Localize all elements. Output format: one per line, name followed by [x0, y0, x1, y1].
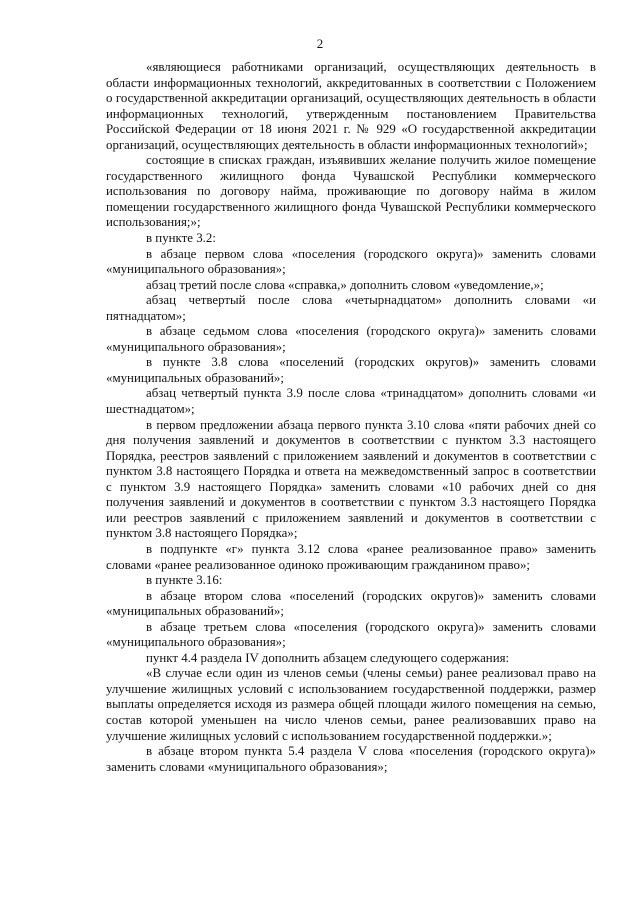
- paragraph-14: в абзаце третьем слова «поселения (городского округа)» заменить словами «муниципального образования»;: [106, 619, 596, 650]
- paragraph-2: состоящие в списках граждан, изъявивших желание получить жилое помещение государственного жилищного фонда Чувашской Республики коммерческого использования по договору найма, проживающие по договору найма в жилом помещении государственного жилищного фонда Чувашской Республики коммерческого использования;»;: [106, 153, 596, 230]
- paragraph-4: в абзаце первом слова «поселения (городского округа)» заменить словами «муниципального образования»;: [106, 246, 596, 277]
- paragraph-8: в пункте 3.8 слова «поселений (городских округов)» заменить словами «муниципальных образований»;: [106, 355, 596, 385]
- paragraph-17: в абзаце втором пункта 5.4 раздела V слова «поселения (городского округа)» заменить словами «муниципального образования»;: [106, 744, 596, 774]
- paragraph-15: пункт 4.4 раздела IV дополнить абзацем следующего содержания:: [146, 650, 510, 665]
- paragraph-5: абзац третий после слова «справка,» дополнить словом «уведомление,»;: [146, 277, 544, 292]
- paragraph-11: в подпункте «г» пункта 3.12 слова «ранее реализованное право» заменить словами «ранее реализованное одиноко проживающим гражданином право»;: [106, 541, 596, 572]
- paragraph-6: абзац четвертый после слова «четырнадцатом» дополнить словами «и пятнадцатом»;: [106, 293, 596, 323]
- paragraph-1: «являющиеся работниками организаций, осуществляющих деятельность в области информационных технологий, аккредитованных в соответствии с Положением о государственной аккредитации организаций, осуществляющих деятельность в области информационных технологий, утвержденным постановлением Правительства Российской Федерации от 18 июня 2021 г. № 929 «О государственной аккредитации организаций, осуществляющих деятельность в области информационных технологий»;: [106, 60, 596, 152]
- paragraph-9: абзац четвертый пункта 3.9 после слова «тринадцатом» дополнить словами «и шестнадцатом»;: [106, 386, 596, 417]
- paragraph-10: в первом предложении абзаца первого пункта 3.10 слова «пяти рабочих дней со дня получения заявлений и документов в соответствии с пунктом 3.3 настоящего Порядка, реестров заявлений с приложением заявлений и документов в соответствии с пунктом 3.8 настоящего Порядка и ответа на межведомственный запрос в соответствии с пунктом 3.9 настоящего Порядка» заменить словами «10 рабочих дней со дня получения заявлений и документов в соответствии с пунктом 3.3 настоящего Порядка или реестров заявлений с приложением заявлений и документов в соответствии с пунктом 3.8 настоящего Порядка»;: [106, 417, 596, 541]
- paragraph-3: в пункте 3.2:: [146, 231, 216, 246]
- paragraph-16: «В случае если один из членов семьи (члены семьи) ранее реализовал право на улучшение жилищных условий с использованием государственной поддержки, размер выплаты определяется исходя из размера общей площади жилого помещения на семью, состав которой уменьшен на число членов семьи, ранее реализовавших право на улучшение жилищных условий с использованием государственной поддержки.»;: [106, 666, 596, 743]
- page-number: 2: [316, 36, 324, 51]
- paragraph-7: в абзаце седьмом слова «поселения (городского округа)» заменить словами «муниципального образования»;: [106, 324, 596, 354]
- paragraph-12: в пункте 3.16:: [146, 573, 223, 588]
- paragraph-13: в абзаце втором слова «поселений (городских округов)» заменить словами «муниципальных образований»;: [106, 588, 596, 619]
- document-body: [106, 60, 596, 775]
